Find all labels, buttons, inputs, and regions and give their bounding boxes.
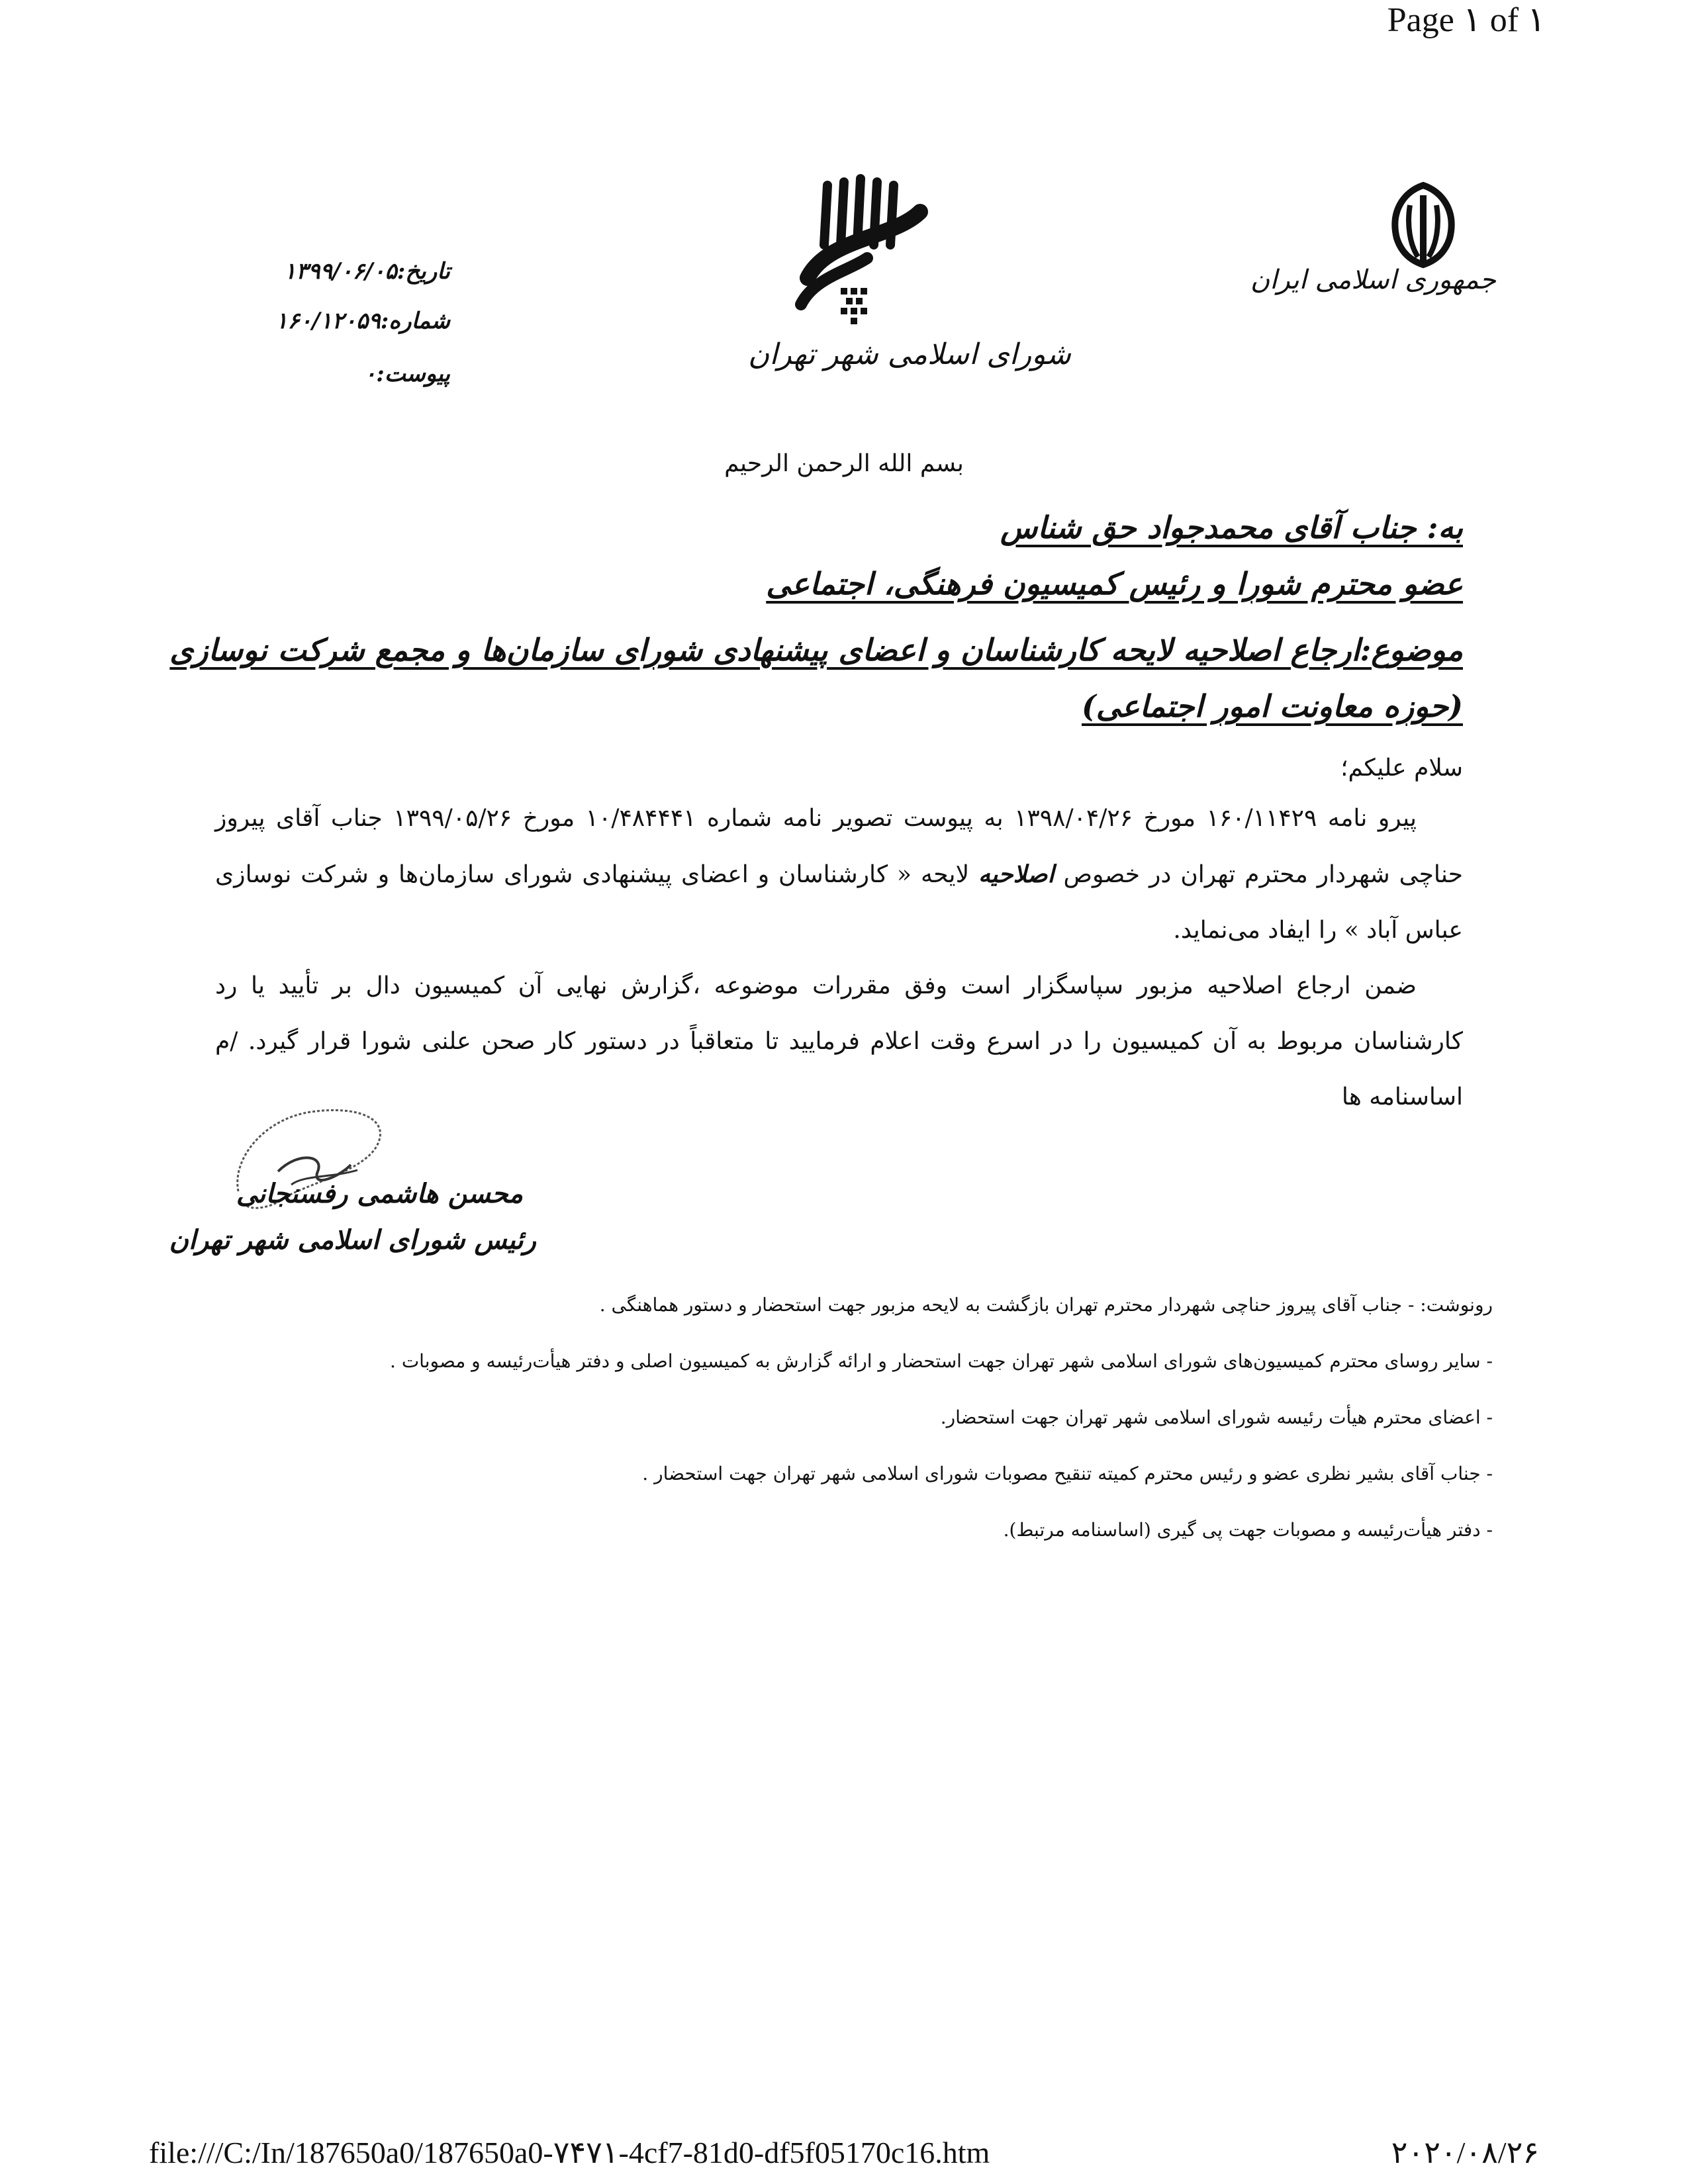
addressee-name: به: جناب آقای محمدجواد حق شناس	[1000, 510, 1463, 545]
footer-date: ۲۰۲۰/۰۸/۲۶	[1391, 2136, 1539, 2169]
para1-emphasis: اصلاحیه	[978, 860, 1055, 888]
addressee-position: عضو محترم شورا و رئیس کمیسیون فرهنگی، اجتماعی	[766, 566, 1463, 602]
emblem-caption: جمهوری اسلامی ایران	[1250, 265, 1496, 295]
letter-number: شماره:۱۶۰/۱۲۰۵۹	[275, 308, 450, 334]
letter-attachment: پیوست:۰	[364, 361, 450, 387]
cc-item: - دفتر هیأت‌رئیسه و مصوبات جهت پی گیری (اساسنامه مرتبط).	[1003, 1519, 1493, 1541]
para1-text-b: لایحه « کارشناسان و اعضای پیشنهادی شورای سازمان‌ها و شرکت نوسازی عباس آباد » را ایفاد می‌نماید.	[215, 861, 1463, 944]
page-counter: Page ۱ of ۱	[1387, 1, 1546, 39]
iran-emblem-icon	[1377, 179, 1470, 271]
subject-line: موضوع:ارجاع اصلاحیه لایحه کارشناسان و اعضای پیشنهادی شورای سازمان‌ها و مجمع شرکت نوسازی	[169, 632, 1463, 668]
para1-text-a: پیرو نامه ۱۶۰/۱۱۴۲۹ مورخ ۱۳۹۸/۰۴/۲۶ به پیوست تصویر نامه شماره ۱۰/۴۸۴۴۴۱ مورخ ۱۳۹۹/۰۵/۲۶ جناب آقای پیروز حناچی شهردار محترم تهران در خصوص	[215, 805, 1463, 888]
basmala: بسم الله الرحمن الرحیم	[724, 450, 964, 477]
salutation: سلام علیکم؛	[1340, 754, 1463, 782]
signer-title: رئیس شورای اسلامی شهر تهران	[169, 1224, 536, 1255]
cc-item: - جناب آقای بشیر نظری عضو و رئیس محترم کمیته تنقیح مصوبات شورای اسلامی شهر تهران جهت استحضار .	[642, 1463, 1493, 1484]
body-paragraph-2: ضمن ارجاع اصلاحیه مزبور سپاسگزار است وفق مقررات موضوعه ،گزارش نهایی آن کمیسیون دال بر تأیید یا رد کارشناسان مربوط به آن کمیسیون را در اسرع وقت اعلام فرمایید تا متعاقباً در دستور کار صحن علنی شورا قرار گیرد. /م اساسنامه ها	[215, 972, 1463, 1111]
council-logo-icon	[788, 172, 933, 338]
footer-file-path: file:///C:/In/187650a0/187650a0-۷۴۷۱-4cf7-81d0-df5f05170c16.htm	[149, 2136, 990, 2169]
subject-subline: (حوزه معاونت امور اجتماعی)	[1081, 688, 1463, 724]
body-paragraph-1	[215, 791, 1463, 958]
cc-item: رونوشت: - جناب آقای پیروز حناچی شهردار محترم تهران بازگشت به لایحه مزبور جهت استحضار و دستور هماهنگی .	[599, 1294, 1493, 1316]
cc-item: - سایر روسای محترم کمیسیون‌های شورای اسلامی شهر تهران جهت استحضار و ارائه گزارش به کمیسیون اصلی و دفتر هیأت‌رئیسه و مصوبات .	[390, 1350, 1493, 1372]
logo-caption: شورای اسلامی شهر تهران	[748, 338, 1071, 371]
signer-name: محسن هاشمی رفسنجانی	[236, 1178, 523, 1209]
cc-item: - اعضای محترم هیأت رئیسه شورای اسلامی شهر تهران جهت استحضار.	[940, 1406, 1493, 1428]
letter-date: تاریخ:۱۳۹۹/۰۶/۰۵	[283, 258, 450, 285]
